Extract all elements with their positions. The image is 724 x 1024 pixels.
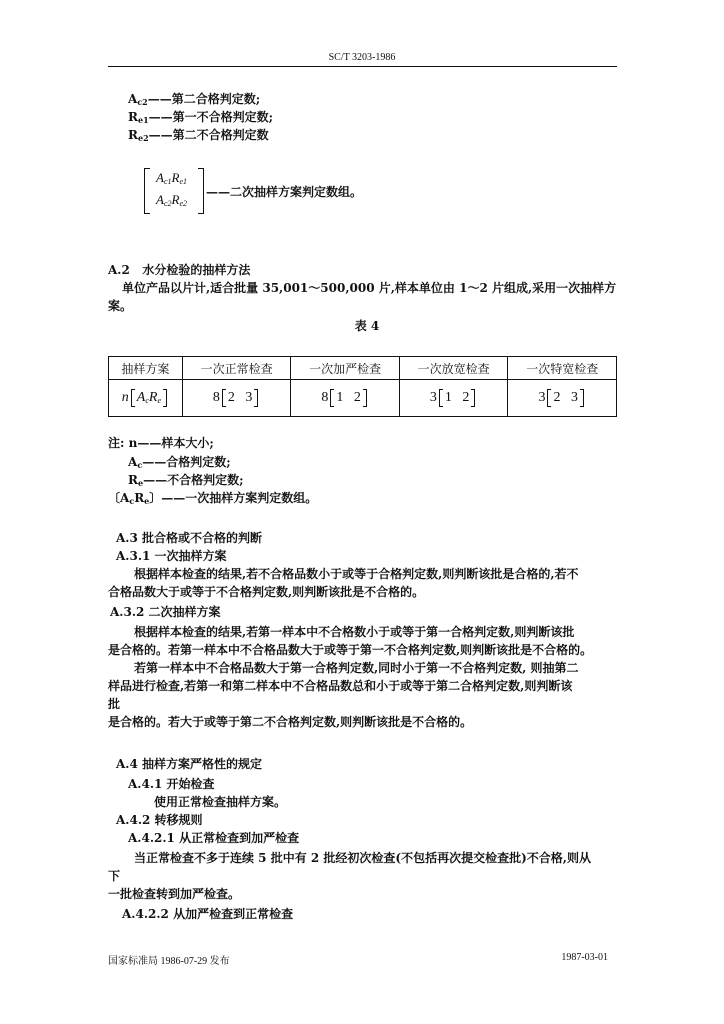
header-doc-code: SC/T 3203-1986 [328,52,396,63]
note-group: 〔$A_cR_e$〕——一次抽样方案判定数组。 [108,491,318,506]
section-a4-heading: A.4 抽样方案严格性的规定 [116,757,263,771]
table-header-cell: 一次加严检查 [291,357,400,380]
matrix-row-1: Ac1Re1 [156,170,188,186]
table-cell: 8 2 3 [182,380,291,417]
table-row [109,380,617,417]
section-a32-heading: A.3.2 二次抽样方案 [110,605,221,619]
matrix-right-bracket [198,168,204,214]
a32-para-line: 样品进行检查,若第一和第二样本中不合格品数总和小于或等于第二合格判定数,则判断该 [108,679,573,693]
section-a31-heading: A.3.1 一次抽样方案 [116,549,227,563]
a31-para-line: 合格品数大于或等于不合格判定数,则判断该批是不合格的。 [108,585,425,599]
section-a41-heading: A.4.1 开始检查 [128,777,215,791]
header-rule [108,66,617,67]
section-a3-heading: A.3 批合格或不合格的判断 [116,531,263,545]
table-header-cell: 一次特宽检查 [508,357,617,380]
table-4 [108,356,617,417]
section-a2-heading: A.2 水分检验的抽样方法 [108,263,251,277]
footer-issue-date: 国家标准局 1986-07-29 发布 [108,956,230,967]
table-header-cell: 一次放宽检查 [399,357,508,380]
matrix-row-2: Ac2Re2 [156,192,188,208]
note-re: $R_e——$不合格判定数; [128,473,244,488]
table-formula-cell: n AcRe [109,380,183,417]
a421-para-line: 一批检查转到加严检查。 [108,887,241,901]
def-ac2: $A_{c2}——$第二合格判定数; [128,92,261,107]
section-a421-heading: A.4.2.1 从正常检查到加严检查 [128,831,300,845]
matrix-label: ——二次抽样方案判定数组。 [206,185,363,199]
a32-para-line: 是合格的。若第一样本中不合格品数大于或等于第一不合格判定数,则判断该批是不合格的。 [108,643,593,657]
footer-effective-date: 1987-03-01 [561,952,608,963]
a41-para: 使用正常检查抽样方案。 [154,795,287,809]
a421-para-line: 下 [108,869,121,883]
a31-para-line: 根据样本检查的结果,若不合格品数小于或等于合格判定数,则判断该批是合格的,若不 [134,567,579,581]
table-header-row [109,357,617,380]
matrix-left-bracket [144,168,150,214]
table-header-cell: 抽样方案 [109,357,183,380]
a421-para-line: 当正常检查不多于连续 5 批中有 2 批经初次检查(不包括再次提交检查批)不合格,则从 [134,851,591,865]
a32-para-line: 若第一样本中不合格品数大于第一合格判定数,同时小于第一不合格判定数, 则抽第二 [134,661,579,675]
section-a422-heading: A.4.2.2 从加严检查到正常检查 [122,907,294,921]
a32-para-line: 根据样本检查的结果,若第一样本中不合格数小于或等于第一合格判定数,则判断该批 [134,625,575,639]
section-a2-para-1: 单位产品以片计,适合批量 35,001～500,000 片,样本单位由 1～2 片组成,采用一次抽样方 [122,281,617,295]
a32-para-line: 批 [108,697,121,711]
section-a42-heading: A.4.2 转移规则 [116,813,203,827]
note-ac: $A_c——$合格判定数; [128,455,231,470]
section-a2-para-2: 案。 [108,299,133,313]
note-n: 注: n——样本大小; [108,436,214,450]
decision-matrix [144,168,204,214]
table-header-cell: 一次正常检查 [182,357,291,380]
a32-para-line: 是合格的。若大于或等于第二不合格判定数,则判断该批是不合格的。 [108,715,473,729]
table-4-caption: 表 4 [354,319,380,333]
table-cell: 3 2 3 [508,380,617,417]
def-re1: $R_{e1}——$第一不合格判定数; [128,110,274,125]
def-re2: $R_{e2}——$第二不合格判定数 [128,128,269,143]
table-cell: 8 1 2 [291,380,400,417]
table-cell: 3 1 2 [399,380,508,417]
